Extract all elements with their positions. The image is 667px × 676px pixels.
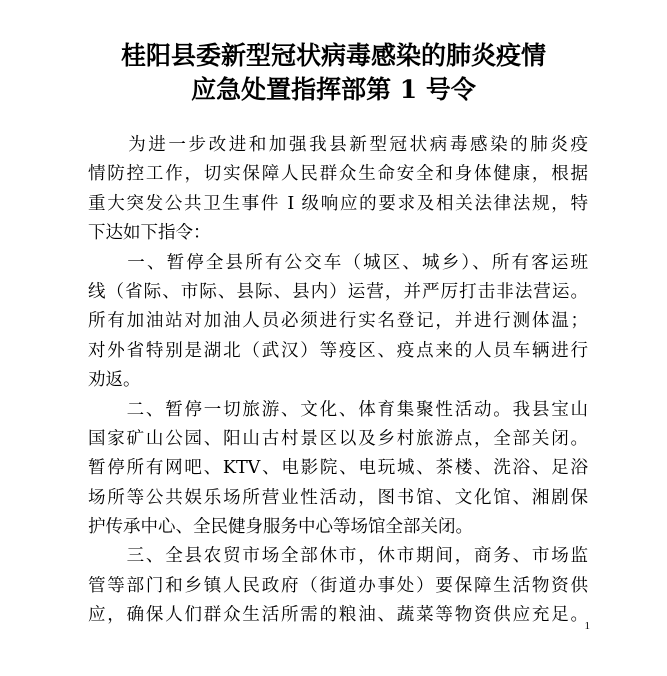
body-line: 重大突发公共卫生事件 I 级响应的要求及相关法律法规，特 <box>88 193 588 214</box>
body-line: 护传承中心、全民健身服务中心等场馆全部关闭。 <box>88 517 473 538</box>
body-line: 对外省特别是湖北（武汉）等疫区、疫点来的人员车辆进行 <box>88 340 588 361</box>
document-body <box>88 131 588 631</box>
body-line: 管等部门和乡镇人民政府（街道办事处）要保障生活物资供 <box>88 575 588 596</box>
document-title-line-1: 桂阳县委新型冠状病毒感染的肺炎疫情 <box>120 41 546 70</box>
body-line: 应，确保人们群众生活所需的粮油、蔬菜等物资供应充足。 <box>88 605 588 626</box>
page-number: 1 <box>584 620 590 632</box>
body-line: 一、暂停全县所有公交车（城区、城乡）、所有客运班 <box>88 252 588 273</box>
body-line: 劝返。 <box>88 370 141 391</box>
body-line: 场所等公共娱乐场所营业性活动，图书馆、文化馆、湘剧保 <box>88 487 588 508</box>
document-title-line-2: 应急处置指挥部第 1 号令 <box>191 75 476 104</box>
body-line: 三、全县农贸市场全部休市，休市期间，商务、市场监 <box>88 546 588 567</box>
body-line: 为进一步改进和加强我县新型冠状病毒感染的肺炎疫 <box>88 135 588 155</box>
body-line: 线（省际、市际、县际、县内）运营，并严厉打击非法营运。 <box>88 281 588 302</box>
body-line: 暂停所有网吧、KTV、电影院、电玩城、茶楼、洗浴、足浴 <box>88 458 588 479</box>
body-line: 下达如下指令： <box>88 223 211 244</box>
body-line: 二、暂停一切旅游、文化、体育集聚性活动。我县宝山 <box>88 399 588 420</box>
body-line: 国家矿山公园、阳山古村景区以及乡村旅游点，全部关闭。 <box>88 428 588 449</box>
body-line: 情防控工作，切实保障人民群众生命安全和身体健康，根据 <box>88 164 588 185</box>
body-line: 所有加油站对加油人员必须进行实名登记，并进行测体温； <box>88 311 588 332</box>
